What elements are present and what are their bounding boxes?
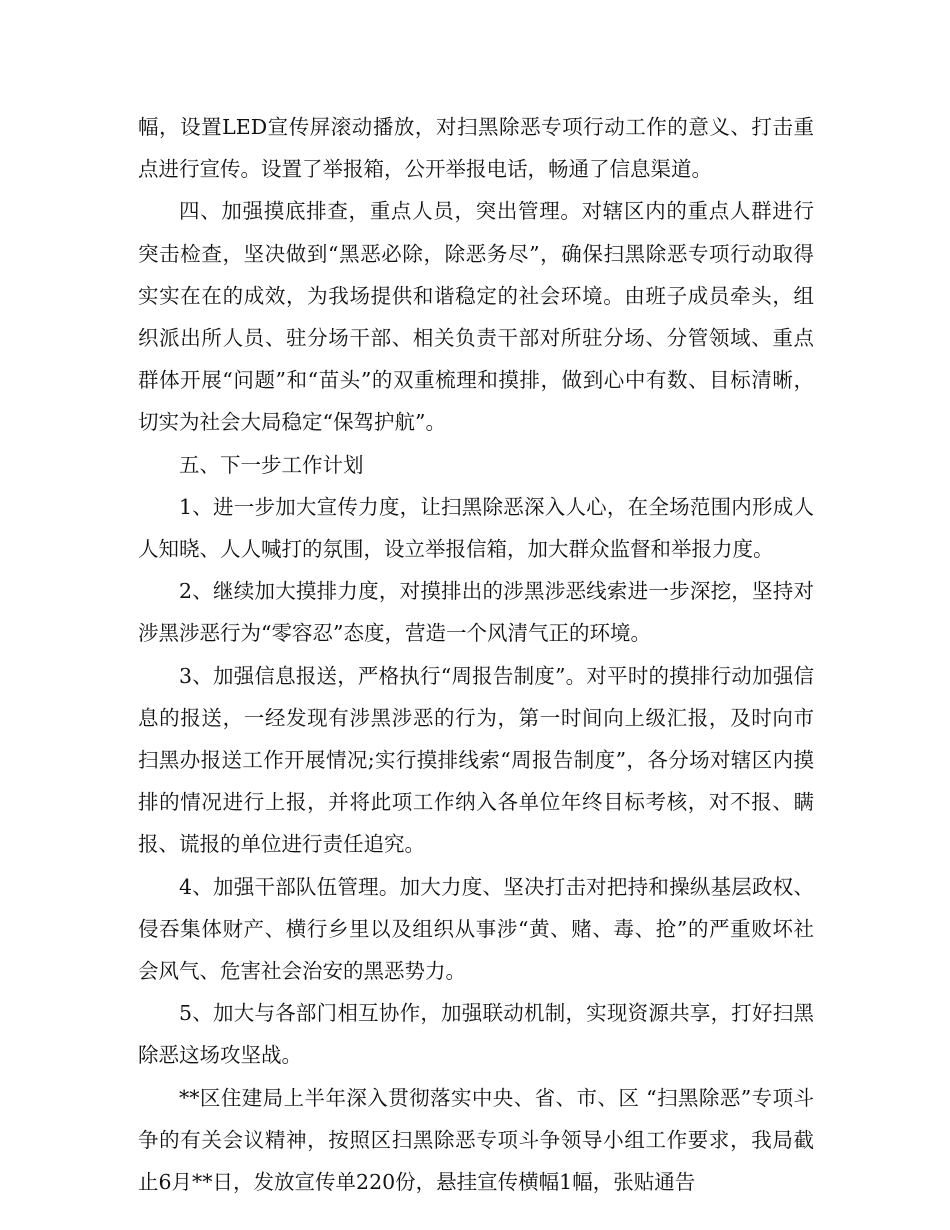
section-heading-next-steps: 五、下一步工作计划 (179, 452, 364, 477)
plan-item-4: 4、加强干部队伍管理。加大力度、坚决打击对把持和操纵基层政权、侵吞集体财产、横行乡里以及组织从事涉“黄、赌、毒、抢”的严重败坏社会风气、危害社会治安的黑恶势力。 (138, 874, 814, 984)
paragraph-housing-bureau: **区住建局上半年深入贯彻落实中央、省、市、区 “扫黑除恶”专项斗争的有关会议精神，按照区扫黑除恶专项斗争领导小组工作要求，我局截止6月**日，发放宣传单220份，悬挂宣传横幅1幅，张贴通告 (138, 1085, 814, 1195)
document-body (138, 106, 814, 1203)
plan-item-1: 1、进一步加大宣传力度，让扫黑除恶深入人心，在全场范围内形成人人知晓、人人喊打的氛围，设立举报信箱，加大群众监督和举报力度。 (138, 494, 814, 562)
plan-item-2: 2、继续加大摸排力度，对摸排出的涉黑涉恶线索进一步深挖，坚持对涉黑涉恶行为“零容忍”态度，营造一个风清气正的环境。 (138, 579, 814, 646)
paragraph-section-four: 四、加强摸底排查，重点人员，突出管理。对辖区内的重点人群进行突击检查，坚决做到“黑恶必除，除恶务尽”，确保扫黑除恶专项行动取得实实在在的成效，为我场提供和谐稳定的社会环境。由班子成员牵头，组织派出所人员、驻分场干部、相关负责干部对所驻分场、分管领域、重点群体开展“问题”和“苗头”的双重梳理和摸排，做到心中有数、目标清晰，切实为社会大局稳定“保驾护航”。 (138, 199, 814, 435)
plan-item-5: 5、加大与各部门相互协作，加强联动机制，实现资源共享，打好扫黑除恶这场攻坚战。 (138, 1001, 814, 1068)
paragraph-continuation: 幅，设置LED宣传屏滚动播放，对扫黑除恶专项行动工作的意义、打击重点进行宣传。设置了举报箱，公开举报电话，畅通了信息渠道。 (138, 115, 814, 182)
plan-item-3: 3、加强信息报送，严格执行“周报告制度”。对平时的摸排行动加强信息的报送，一经发现有涉黑涉恶的行为，第一时间向上级汇报，及时向市扫黑办报送工作开展情况;实行摸排线索“周报告制度”，各分场对辖区内摸排的情况进行上报，并将此项工作纳入各单位年终目标考核，对不报、瞒报、谎报的单位进行责任追究。 (138, 663, 814, 857)
